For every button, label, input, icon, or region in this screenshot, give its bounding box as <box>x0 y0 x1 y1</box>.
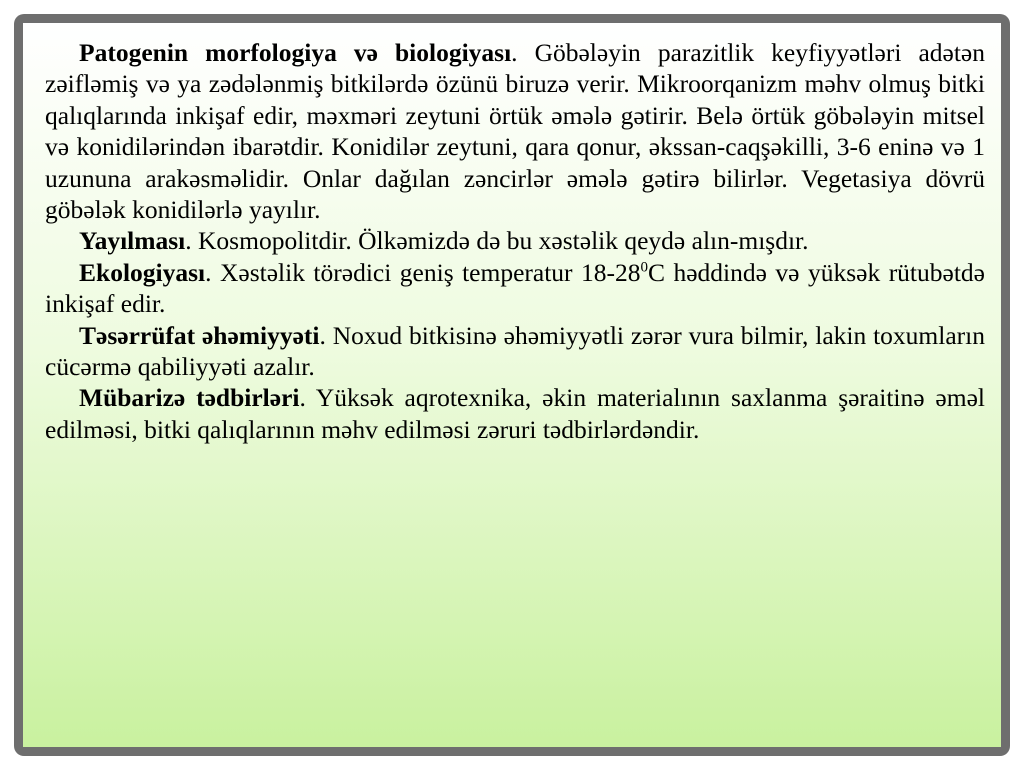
text-ecology-before: . Xəstəlik törədici geniş temperatur 18-28 <box>205 257 641 287</box>
heading-economic-importance: Təsərrüfat əhəmiyyəti <box>79 320 320 350</box>
paragraph-distribution <box>45 225 985 256</box>
superscript-degree: 0 <box>640 259 648 276</box>
paragraph-pathogen-morphology <box>45 37 985 225</box>
slide-content-panel <box>23 23 1001 747</box>
paragraph-ecology <box>45 257 985 320</box>
text-pathogen-morphology: . Göbələyin parazitlik keyfiyyətləri adətən zəifləmiş və ya zədələnmiş bitkilərdə özünü biruzə verir. Mikroorqanizm məhv olmuş bitki qalıqlarında inkişaf edir, məxməri zeytuni örtük əmələ gətirir. Belə örtük göbələyin mitsel və konidilərindən ibarətdir. Konidilər zeytuni, qara qonur, əkssan-caqşəkilli, 3-6 eninə və 1 uzununa arakəsməlidir. Onlar dağılan zəncirlər əmələ gətirə bilirlər. Vegetasiya dövrü göbələk konidilərlə yayılır. <box>45 38 985 225</box>
text-economic-importance: . Noxud bitkisinə əhəmiyyətli zərər vura bilmir, lakin toxumların cücərmə qabiliyyəti azalır. <box>45 320 985 382</box>
paragraph-control-measures <box>45 382 985 445</box>
heading-control-measures: Mübarizə tədbirləri <box>79 383 300 413</box>
text-ecology-after: C həddində və yüksək rütubətdə inkişaf edir. <box>45 257 985 319</box>
heading-pathogen-morphology: Patogenin morfologiya və biologiyası <box>79 38 512 67</box>
paragraph-economic-importance <box>45 320 985 383</box>
text-control-measures: . Yüksək aqrotexnika, əkin materialının saxlanma şəraitinə əməl edilməsi, bitki qalıqlarının məhv edilməsi zəruri tədbirlərdəndir. <box>45 383 985 444</box>
slide-frame <box>14 14 1010 756</box>
text-distribution: . Kosmopolitdir. Ölkəmizdə də bu xəstəlik qeydə alın-mışdır. <box>185 226 809 256</box>
heading-ecology: Ekologiyası <box>79 257 206 287</box>
heading-distribution: Yayılması <box>79 226 186 256</box>
